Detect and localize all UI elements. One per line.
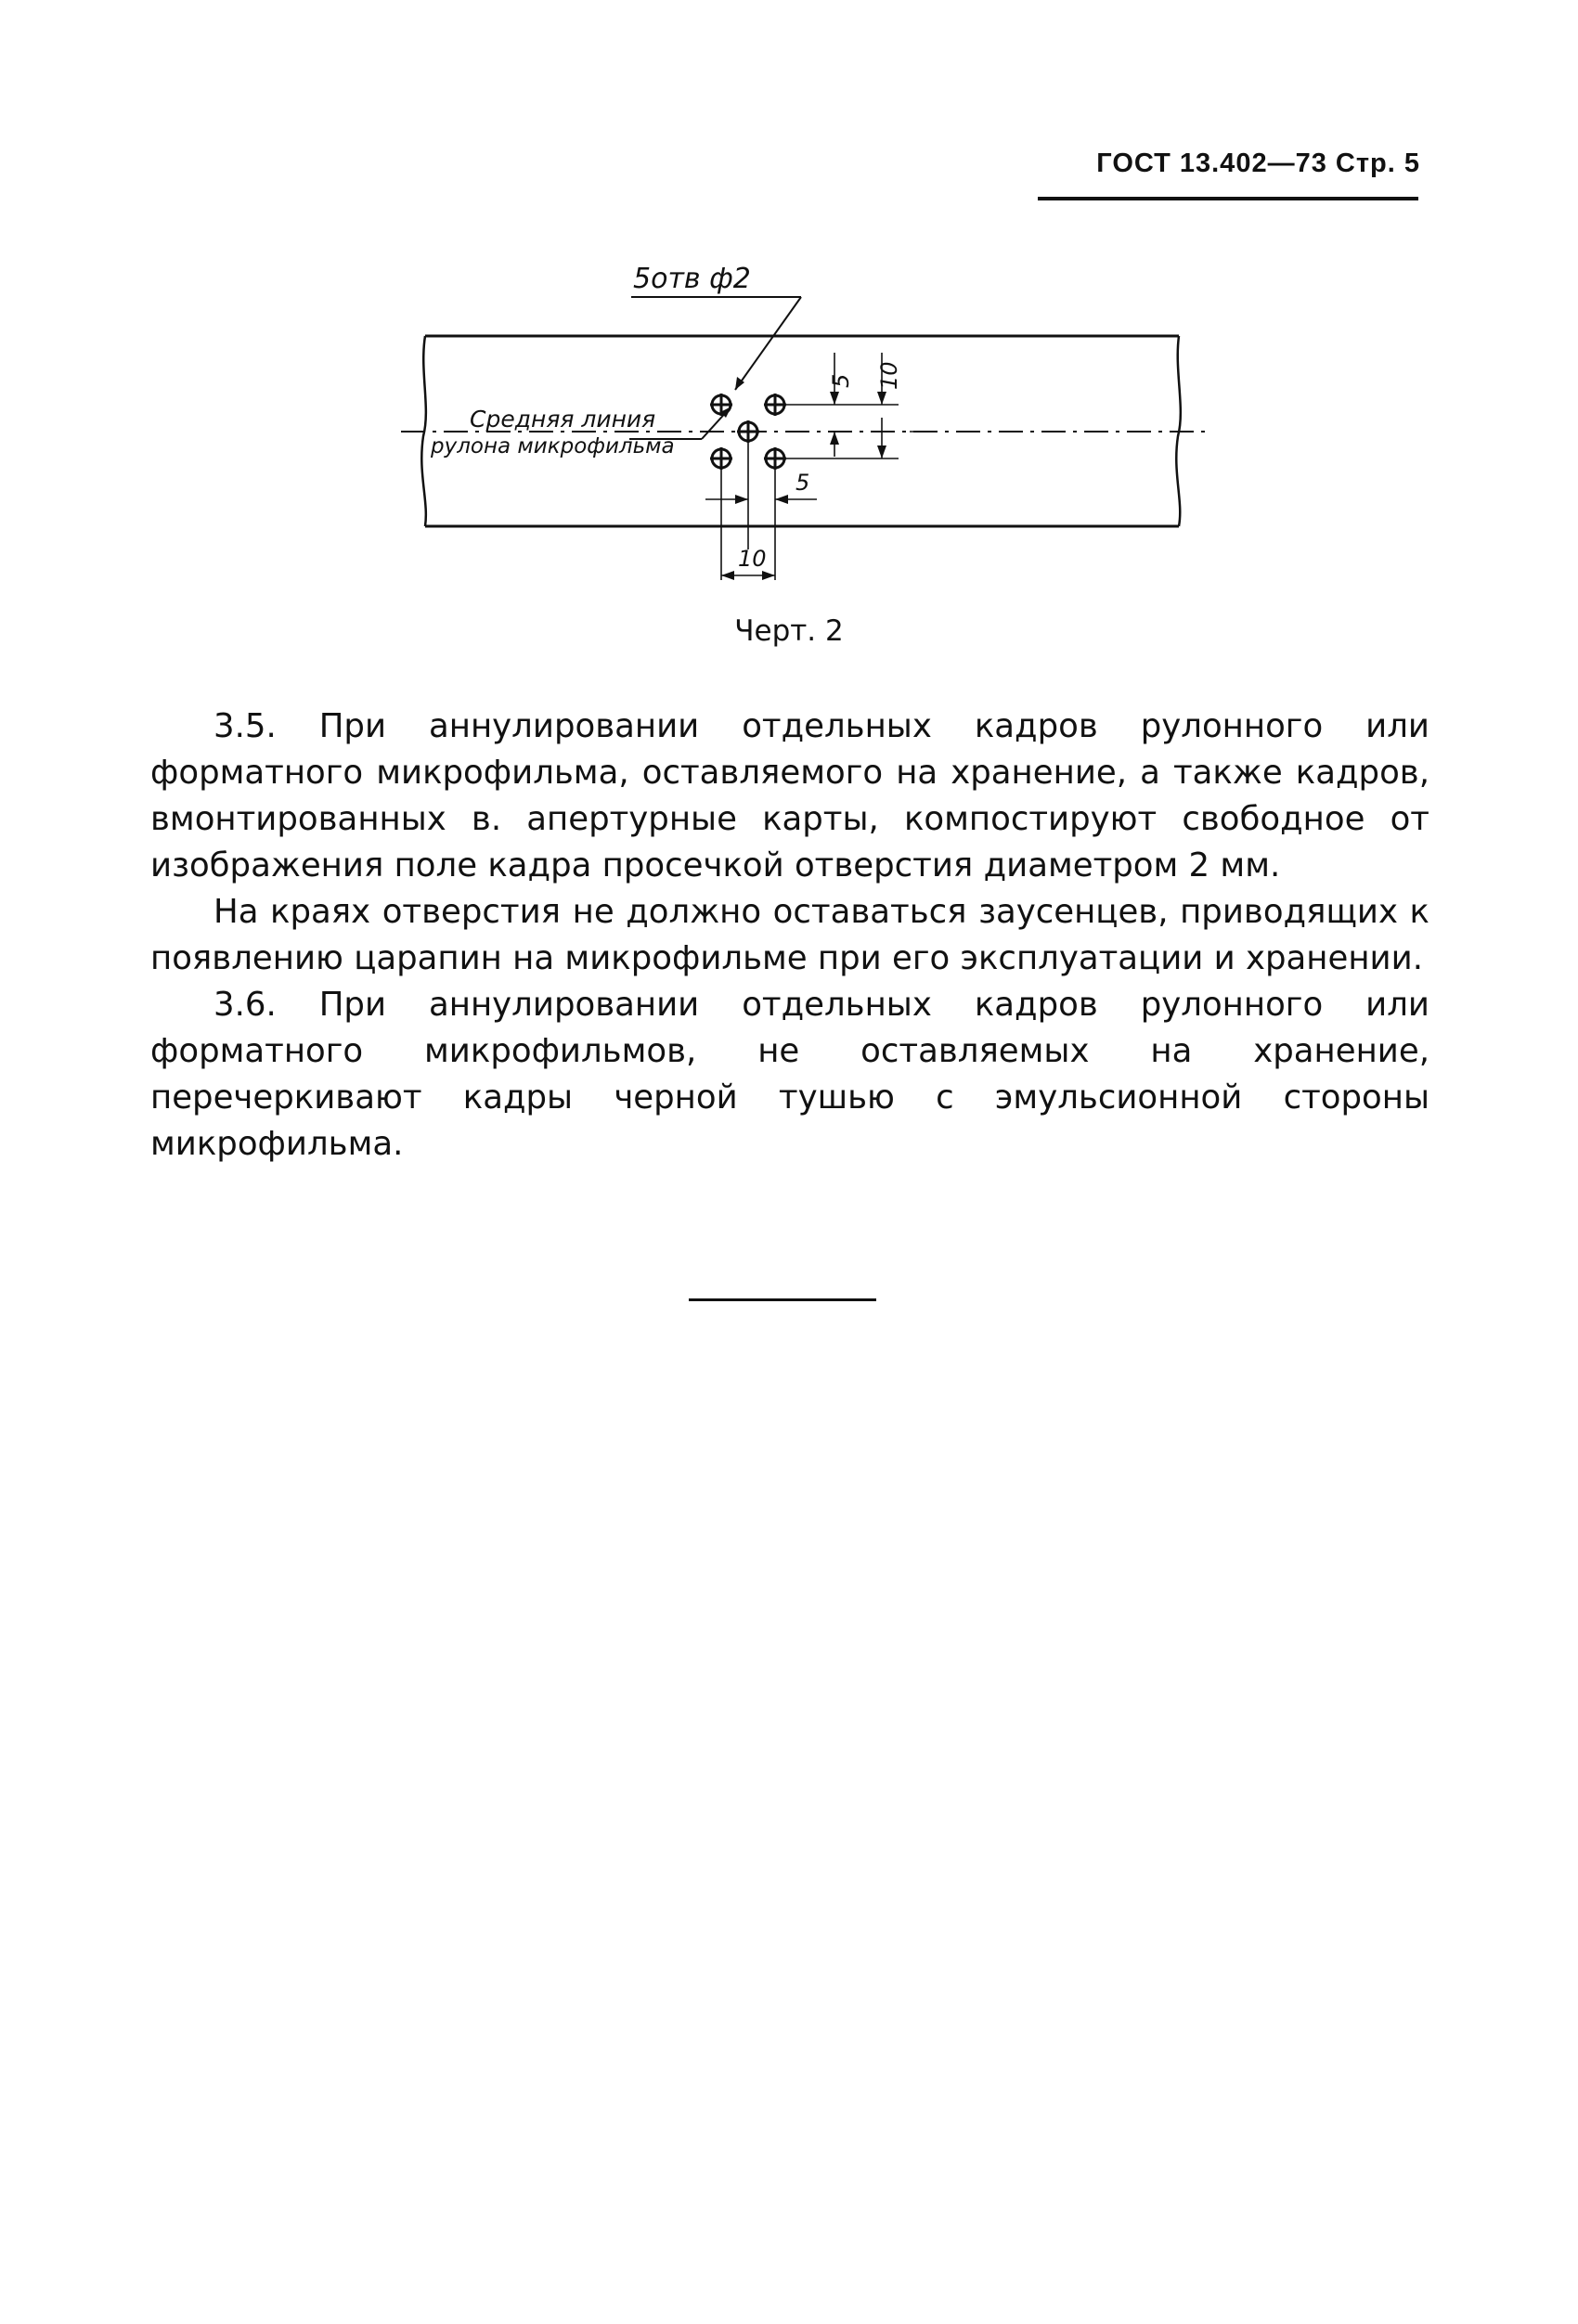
dim-h5-label: 5: [795, 470, 810, 496]
header-rule: [1038, 197, 1418, 200]
paragraph-3-5-cont: На краях отверстия не должно оставаться заусенцев, приводящих к появлению царапин на микрофильме при его эксплуатации и хранении.: [150, 893, 1429, 977]
dim-v10-label: 10: [876, 361, 902, 390]
page-header: ГОСТ 13.402—73 Стр. 5: [1096, 148, 1420, 178]
figure-microfilm-holes: [390, 251, 1225, 603]
centerline-label-2: рулона микрофильма: [431, 434, 675, 458]
paragraph-3-6: 3.6. При аннулировании отдельных кадров рулонного или форматного микрофильмов, не оставляемых на хранение, перечеркивают кадры черной тушью с эмульсионной стороны микрофильма.: [150, 986, 1429, 1163]
dim-v5-label: 5: [828, 373, 854, 388]
centerline-label-1: Средняя линия: [470, 406, 656, 433]
body-text: [150, 704, 1429, 1168]
holes-label: 5отв ф2: [633, 263, 751, 295]
hole-bottom-left: [710, 447, 732, 470]
hole-top-right: [764, 394, 786, 416]
end-rule: [689, 1298, 876, 1301]
dim-h10-label: 10: [738, 546, 767, 572]
microfilm-drawing: [390, 251, 1225, 603]
figure-caption: Черт. 2: [734, 614, 844, 648]
paragraph-3-5: 3.5. При аннулировании отдельных кадров рулонного или форматного микрофильма, оставляемого на хранение, а также кадров, вмонтированных в. апертурные карты, компостируют свободное от изображения поле кадра просечкой отверстия диаметром 2 мм.: [150, 707, 1429, 884]
hole-center: [737, 420, 759, 443]
holes-leader: [735, 297, 801, 390]
hole-bottom-right: [764, 447, 786, 470]
